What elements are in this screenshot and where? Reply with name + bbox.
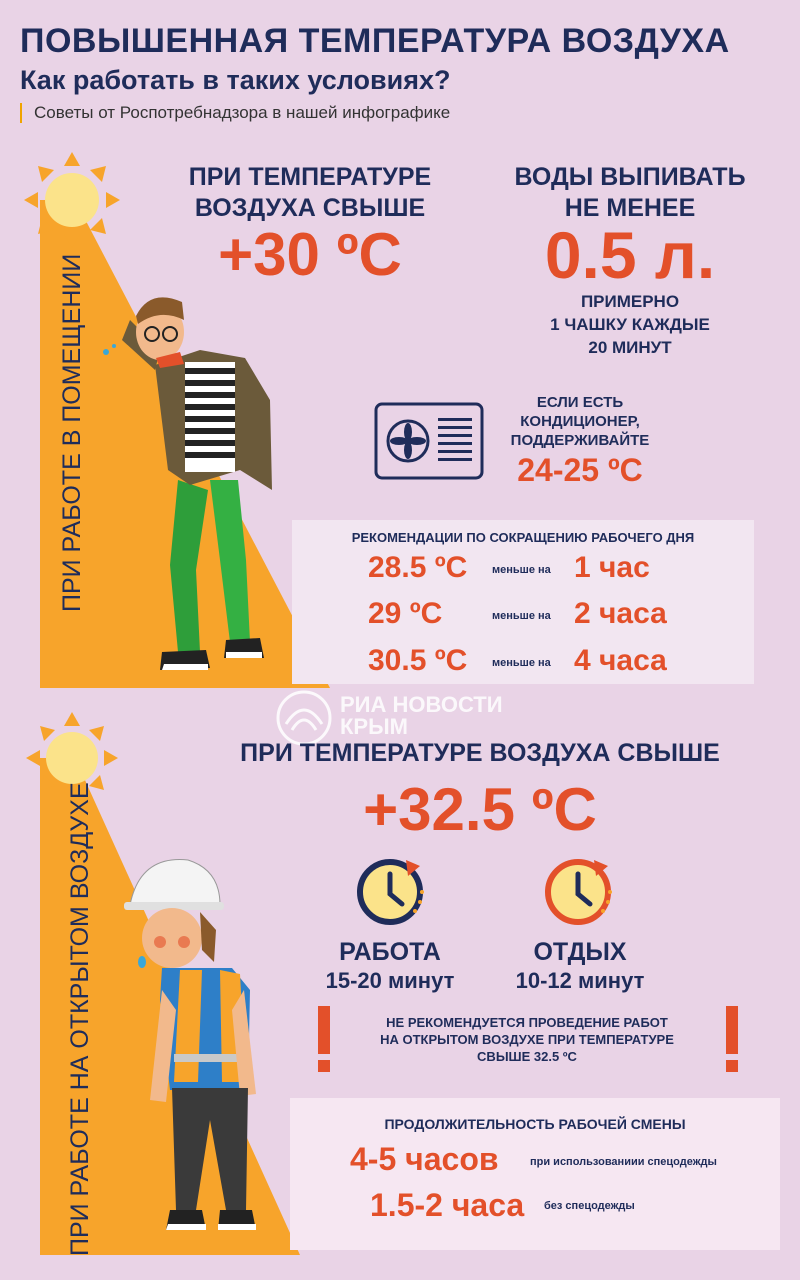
water-note-3: 20 МИНУТ	[588, 338, 672, 357]
outdoor-temp-value: +32.5 ºС	[363, 776, 597, 843]
water-note-2: 1 ЧАШКУ КАЖДЫЕ	[550, 315, 710, 334]
indoor-temp-heading-1: ПРИ ТЕМПЕРАТУРЕ	[188, 163, 432, 191]
work-clock-icon	[352, 852, 432, 932]
reduction-less-2: меньше на	[492, 610, 551, 622]
shift-2-value: 1.5-2 часа	[370, 1187, 525, 1223]
warning-line-3: СВЫШЕ 32.5 ºС	[477, 1049, 577, 1064]
rest-label: ОТДЫХ	[533, 938, 627, 966]
ac-text-3: ПОДДЕРЖИВАЙТЕ	[510, 432, 650, 449]
source-note: Советы от Роспотребнадзора в нашей инфографике	[20, 103, 450, 123]
water-heading-1: ВОДЫ ВЫПИВАТЬ	[514, 163, 746, 191]
exclamation-icon	[720, 1006, 744, 1074]
ac-value: 24-25 ºС	[517, 452, 643, 488]
reduction-temp-1: 28.5 ºС	[368, 551, 468, 584]
reduction-less-3: меньше на	[492, 657, 551, 669]
reduction-heading: РЕКОМЕНДАЦИИ ПО СОКРАЩЕНИЮ РАБОЧЕГО ДНЯ	[351, 530, 695, 545]
ac-text-1: ЕСЛИ ЕСТЬ	[536, 394, 624, 411]
hot-construction-worker-illustration	[110, 850, 300, 1250]
water-note-1: ПРИМЕРНО	[580, 292, 680, 311]
rest-value: 10-12 минут	[515, 968, 645, 993]
reduction-less-1: меньше на	[492, 564, 551, 576]
exclamation-icon	[312, 1006, 336, 1074]
work-value: 15-20 минут	[325, 968, 455, 993]
warning-line-2: НА ОТКРЫТОМ ВОЗДУХЕ ПРИ ТЕМПЕРАТУРЕ	[380, 1032, 674, 1047]
ac-text-2: КОНДИЦИОНЕР,	[520, 413, 640, 430]
warning-line-1: НЕ РЕКОМЕНДУЕТСЯ ПРОВЕДЕНИЕ РАБОТ	[386, 1015, 668, 1030]
water-heading-2: НЕ МЕНЕЕ	[564, 194, 696, 222]
rest-clock-icon	[540, 852, 620, 932]
reduction-amount-2: 2 часа	[574, 597, 667, 630]
indoor-temp-value: +30 ºС	[218, 221, 402, 288]
indoor-temp-heading-2: ВОЗДУХА СВЫШЕ	[194, 194, 426, 222]
outdoor-temp-heading: ПРИ ТЕМПЕРАТУРЕ ВОЗДУХА СВЫШЕ	[240, 739, 720, 767]
water-value: 0.5 л.	[544, 218, 716, 292]
outdoor-side-label: ПРИ РАБОТЕ НА ОТКРЫТОМ ВОЗДУХЕ	[66, 782, 94, 1256]
indoor-side-label: ПРИ РАБОТЕ В ПОМЕЩЕНИИ	[58, 253, 86, 612]
hot-office-worker-illustration	[100, 280, 300, 680]
page-title: ПОВЫШЕННАЯ ТЕМПЕРАТУРА ВОЗДУХА	[20, 22, 730, 60]
shift-1-note: при использованиии спецодежды	[530, 1156, 717, 1168]
reduction-temp-2: 29 ºС	[368, 597, 443, 630]
reduction-amount-1: 1 час	[574, 551, 650, 584]
shift-2-note: без спецодежды	[544, 1200, 635, 1212]
reduction-temp-3: 30.5 ºС	[368, 644, 468, 677]
shift-heading: ПРОДОЛЖИТЕЛЬНОСТЬ РАБОЧЕЙ СМЕНЫ	[384, 1116, 686, 1132]
reduction-amount-3: 4 часа	[574, 644, 667, 677]
work-label: РАБОТА	[339, 938, 441, 966]
page-subtitle: Как работать в таких условиях?	[20, 65, 451, 95]
watermark-line-1: РИА НОВОСТИ	[340, 692, 503, 717]
air-conditioner-icon	[374, 402, 486, 482]
shift-1-value: 4-5 часов	[350, 1141, 499, 1177]
watermark-line-2: КРЫМ	[340, 714, 408, 739]
